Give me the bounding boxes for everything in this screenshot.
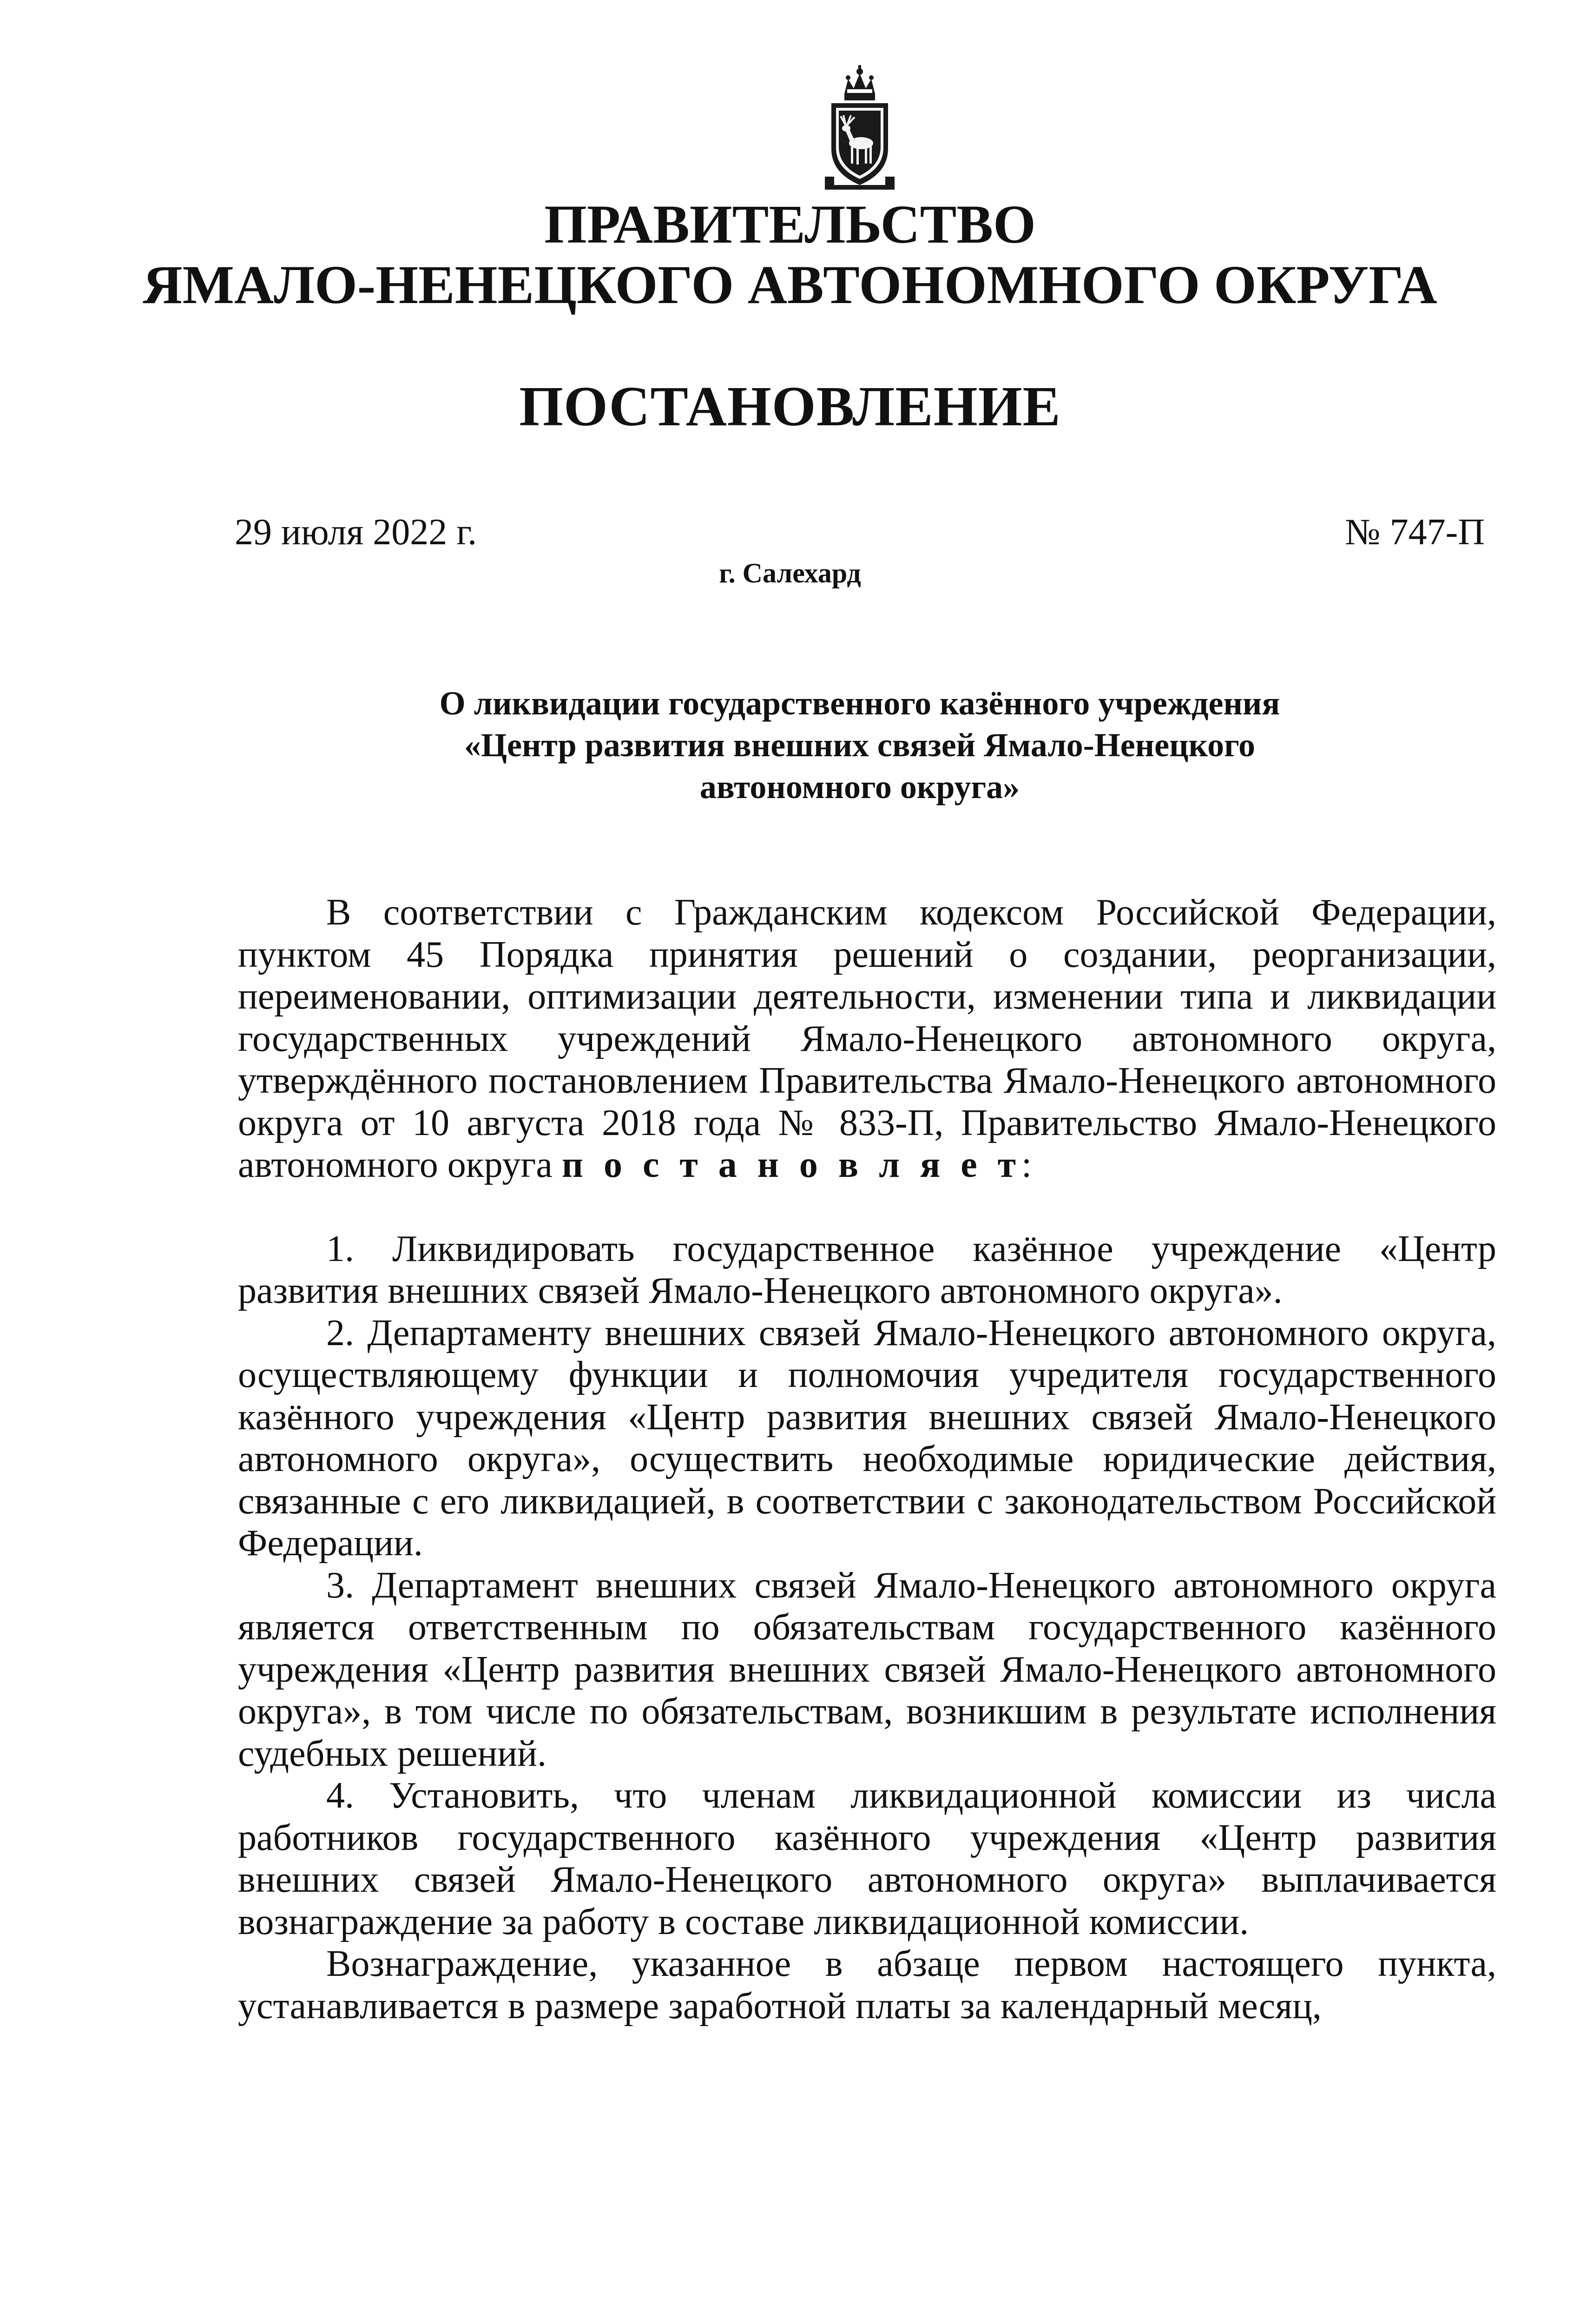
item-paragraph-4: 4. Установить, что членам ликвидационной комиссии из числа работников государственного казённого учреждения «Центр развития внешних связей Ямало-Ненецкого автономного округа» выплачивается вознаграждение за работу в составе ликвидационной комиссии. <box>238 1775 1496 1942</box>
preamble-paragraph <box>238 891 1496 1186</box>
document-city: г. Салехард <box>719 558 861 588</box>
document-type-heading: ПОСТАНОВЛЕНИЕ <box>519 375 1061 438</box>
item-paragraph-2: 2. Департаменту внешних связей Ямало-Ненецкого автономного округа, осуществляющему функции и полномочия учредителя государственного казённого учреждения «Центр развития внешних связей Ямало-Ненецкого автономного округа», осуществить необходимые юридические действия, связанные с его ликвидацией, в соответствии с законодательством Российской Федерации. <box>238 1312 1496 1564</box>
subject-line3: автономного округа» <box>699 768 1020 805</box>
document-body <box>238 891 1496 2027</box>
coat-of-arms-icon <box>820 65 899 193</box>
government-title-line1: ПРАВИТЕЛЬСТВО <box>544 194 1036 255</box>
government-title-line2: ЯМАЛО-НЕНЕЦКОГО АВТОНОМНОГО ОКРУГА <box>143 254 1437 315</box>
preamble-text: В соответствии с Гражданским кодексом Российской Федерации, пунктом 45 Порядка принятия решений о создании, реорганизации, переименовании, оптимизации деятельности, изменении типа и ликвидации государственных учреждений Ямало-Ненецкого автономного округа, утверждённого постановлением Правительства Ямало-Ненецкого автономного округа от 10 августа 2018 года № 833-П, Правительство Ямало-Ненецкого автономного округа <box>238 892 1496 1185</box>
document-date: 29 июля 2022 г. <box>235 512 477 553</box>
government-title <box>0 194 1580 315</box>
decrees-word: п о с т а н о в л я е т <box>561 1144 1022 1185</box>
subject-line2: «Центр развития внешних связей Ямало-Ненецкого <box>464 726 1256 764</box>
document-subject <box>372 682 1348 808</box>
item-paragraph-1: 1. Ликвидировать государственное казённое учреждение «Центр развития внешних связей Ямало-Ненецкого автономного округа». <box>238 1228 1496 1311</box>
document-number: № 747-П <box>1345 512 1485 553</box>
item-paragraph-4-continued: Вознаграждение, указанное в абзаце первом настоящего пункта, устанавливается в размере заработной платы за календарный месяц, <box>238 1943 1496 2027</box>
subject-line1: О ликвидации государственного казённого учреждения <box>439 685 1280 722</box>
preamble-colon: : <box>1021 1144 1032 1185</box>
item-paragraph-3: 3. Департамент внешних связей Ямало-Ненецкого автономного округа является ответственным по обязательствам государственного казённого учреждения «Центр развития внешних связей Ямало-Ненецкого автономного округа», в том числе по обязательствам, возникшим в результате исполнения судебных решений. <box>238 1565 1496 1774</box>
